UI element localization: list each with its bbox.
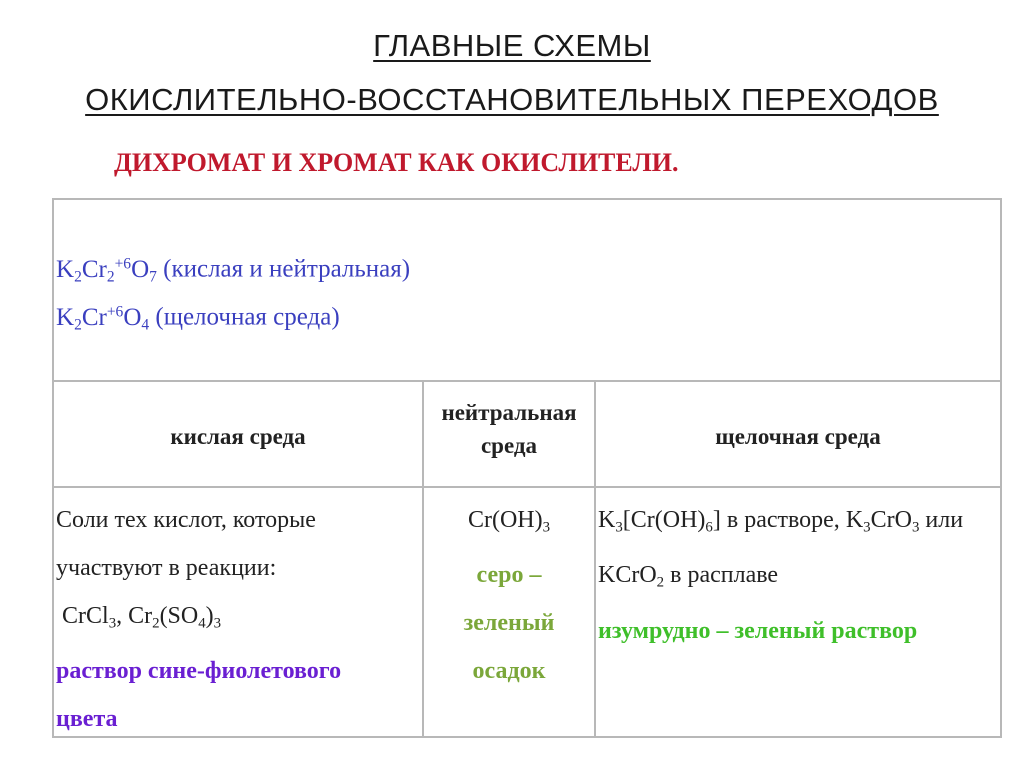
chromate-formula-line (56, 304, 340, 333)
table-border-left (52, 198, 54, 738)
dichromate-note: (кислая и нейтральная) (163, 255, 411, 283)
acid-salts: CrCl$_3$, $Cr_2(SO_4)_3$ (56, 603, 222, 632)
alkaline-color: изумрудно – зеленый раствор (598, 617, 918, 644)
row-divider-2 (52, 486, 1002, 488)
dichromate-formula: $K_2Cr_2^{+6}O_7$ (56, 255, 157, 286)
header-neutral (424, 396, 594, 463)
table-border-right (1000, 198, 1002, 738)
neutral-cell (424, 496, 594, 695)
header-neutral-line1: нейтральная (441, 400, 577, 425)
header-neutral-line2: среда (480, 433, 538, 459)
title-line-1: ГЛАВНЫЕ СХЕМЫ (373, 28, 651, 63)
acid-text-line2: участвуют в реакции: (56, 555, 277, 581)
row-divider-1 (52, 380, 1002, 382)
alkaline-line2: KCrO$_2$ в расплаве (598, 562, 779, 591)
neutral-product: $Cr(OH)_3$ (467, 507, 551, 536)
acid-color-line2: цвета (56, 706, 118, 733)
dichromate-formula-line (56, 256, 410, 285)
table-border-top (52, 198, 1002, 200)
subtitle: ДИХРОМАТ И ХРОМАТ КАК ОКИСЛИТЕЛИ. (114, 148, 679, 177)
acid-cell (56, 496, 420, 743)
acid-text-line1: Соли тех кислот, которые (56, 507, 316, 533)
neutral-color-line1: серо – (476, 562, 542, 589)
alkaline-cell (598, 496, 998, 655)
header-acid: кислая среда (170, 424, 306, 449)
acid-color-line1: раствор сине-фиолетового (56, 658, 342, 685)
neutral-color-line3: осадок (472, 658, 546, 685)
alkaline-line1: $K_3[Cr(OH)_6]$ в растворе, $K_3CrO_3$ или (598, 507, 964, 536)
title-line-2: ОКИСЛИТЕЛЬНО-ВОССТАНОВИТЕЛЬНЫХ ПЕРЕХОДОВ (85, 82, 939, 117)
neutral-color-line2: зеленый (463, 610, 555, 637)
header-alkaline: щелочная среда (715, 424, 881, 449)
chromate-note: (щелочная среда) (155, 303, 340, 331)
oxidizer-table (52, 198, 1002, 738)
chromate-formula: $K_2Cr^{+6}O_4$ (56, 303, 150, 334)
